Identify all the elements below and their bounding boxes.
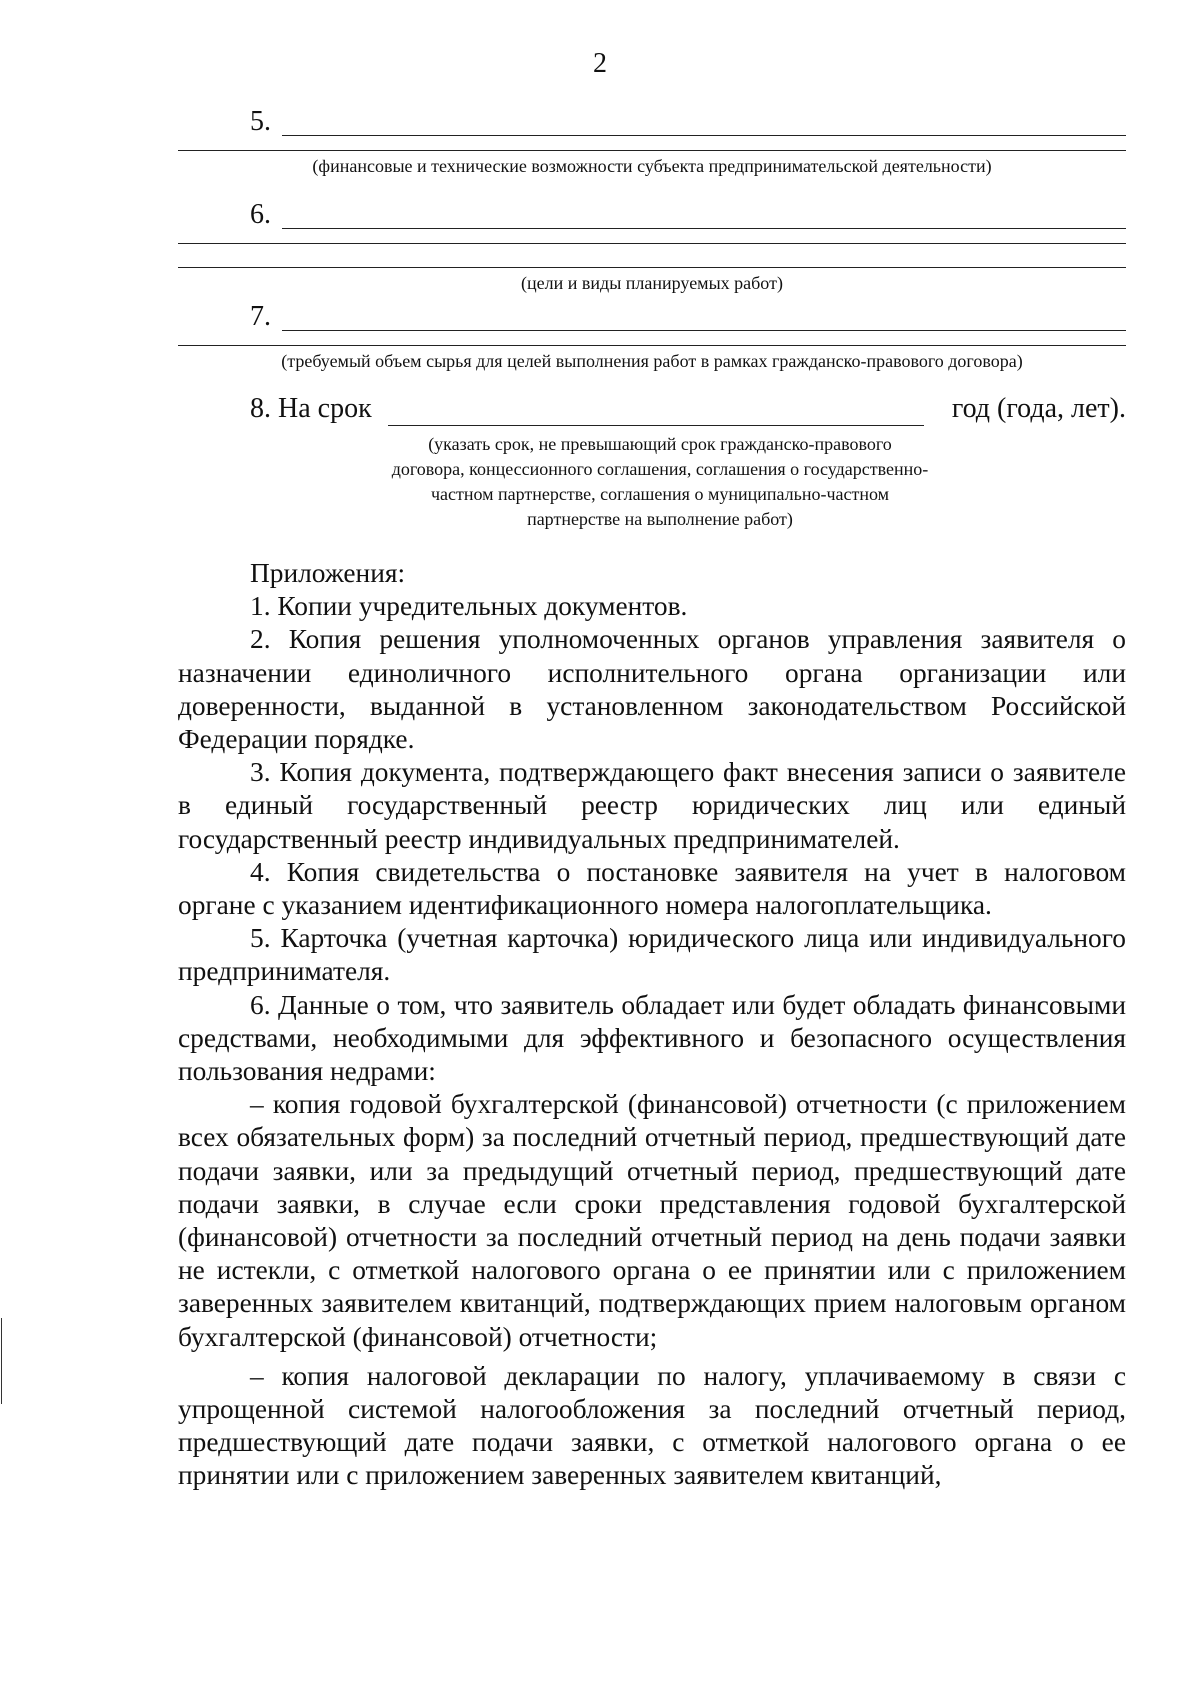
fill-line <box>178 150 1126 151</box>
field-caption: (цели и виды планируемых работ) <box>521 273 783 293</box>
term-row <box>250 393 1126 429</box>
term-caption: (указать срок, не превышающий срок гражданско-правового договора, концессионного соглашения, соглашения о государственно-частном партнерстве, соглашения о муниципально-частном партнерстве на выполнение работ) <box>391 434 929 529</box>
fill-line <box>282 330 1126 331</box>
attachments-section <box>178 557 1126 1493</box>
term-label: 8. На срок <box>250 393 372 424</box>
item-number: 7. <box>250 301 271 332</box>
fill-line <box>178 345 1126 346</box>
term-unit: год (года, лет). <box>951 393 1126 424</box>
field-caption: (финансовые и технические возможности субъекта предпринимательской деятельности) <box>312 156 992 176</box>
attachment-paragraph: 5. Карточка (учетная карточка) юридического лица или индивидуального предпринимателя. <box>178 923 1126 987</box>
attachment-paragraph: 3. Копия документа, подтверждающего факт внесения записи о заявителе в единый государственный реестр юридических лиц или единый государственный реестр индивидуальных предпринимателей. <box>178 757 1126 854</box>
attachment-paragraph: – копия годовой бухгалтерской (финансовой) отчетности (с приложением всех обязательных форм) за последний отчетный период, предшествующий дате подачи заявки, или за предыдущий отчетный период, предшествующий дате подачи заявки, в случае если сроки представления годовой бухгалтерской (финансовой) отчетности за последний отчетный период на день подачи заявки не истекли, с отметкой налогового органа о ее принятии или с приложением заверенных заявителем квитанций, подтверждающих прием налоговым органом бухгалтерской (финансовой) отчетности; <box>178 1089 1126 1352</box>
item-number: 5. <box>250 106 271 137</box>
fill-line <box>178 243 1126 244</box>
fill-line <box>282 135 1126 136</box>
field-item-7 <box>250 295 1126 335</box>
page-number: 2 <box>593 48 607 79</box>
item-number: 6. <box>250 199 271 230</box>
fill-line <box>178 267 1126 268</box>
fill-line <box>282 228 1126 229</box>
attachment-paragraph: 6. Данные о том, что заявитель обладает или будет обладать финансовыми средствами, необходимыми для эффективного и безопасного осуществления пользования недрами: <box>178 989 1126 1087</box>
attachment-paragraph: 4. Копия свидетельства о постановке заявителя на учет в налоговом органе с указанием идентификационного номера налогоплательщика. <box>178 856 1126 921</box>
attachment-paragraph: 2. Копия решения уполномоченных органов управления заявителя о назначении единоличного исполнительного органа организации или доверенности, выданной в установленном законодательством Российской Федерации порядке. <box>178 624 1126 755</box>
field-item-6 <box>250 193 1126 233</box>
scan-edge-mark <box>1 1318 2 1404</box>
field-caption: (требуемый объем сырья для целей выполнения работ в рамках гражданско-правового договора) <box>281 351 1023 371</box>
fill-line <box>388 425 924 426</box>
attachments-heading: Приложения: <box>250 558 406 588</box>
field-item-5 <box>250 100 1126 140</box>
attachment-paragraph: – копия налоговой декларации по налогу, уплачиваемому в связи с упрощенной системой налогообложения за последний отчетный период, предшествующий дате подачи заявки, с отметкой налогового органа о ее принятии или с приложением заверенных заявителем квитанций, <box>178 1360 1126 1491</box>
attachment-paragraph: 1. Копии учредительных документов. <box>250 591 688 622</box>
